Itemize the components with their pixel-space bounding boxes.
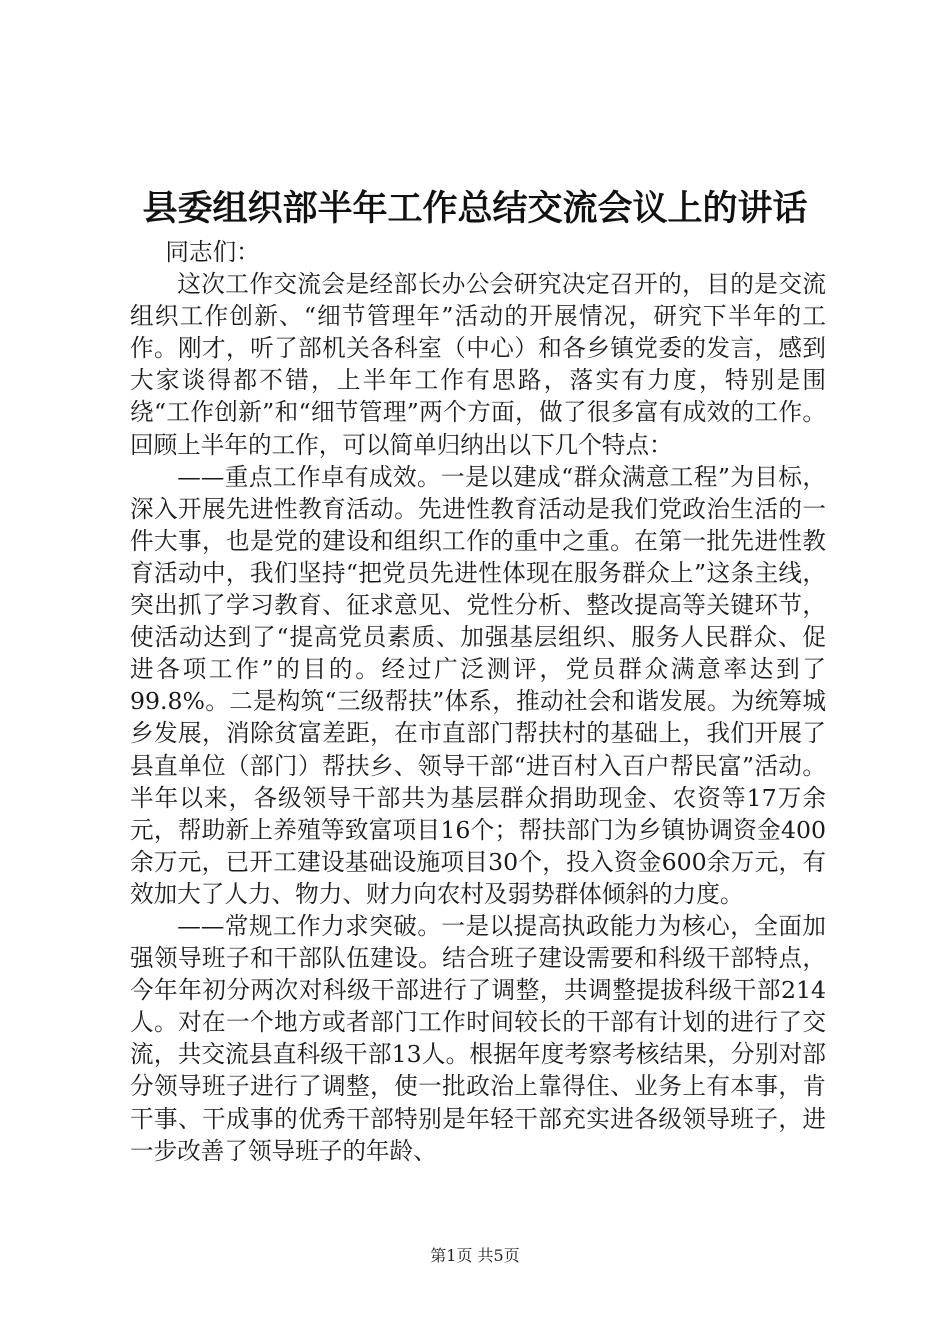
paragraph-routine-work: ——常规工作力求突破。一是以提高执政能力为核心，全面加强领导班子和干部队伍建设。结合班子建设需要和科级干部特点，今年年初分两次对科级干部进行了调整，共调整提拔科级干部214人。对在一个地方或者部门工作时间较长的干部有计划的进行了交流，共交流县直科级干部13人。根据年度考察考核结果，分别对部分领导班子进行了调整，使一批政治上靠得住、业务上有本事，肯干事、干成事的优秀干部特别是年轻干部充实进各级领导班子，进一步改善了领导班子的年龄、 (130, 911, 826, 1165)
document-body (130, 236, 826, 1167)
document-title: 县委组织部半年工作总结交流会议上的讲话 (142, 188, 808, 229)
paragraph-key-work: ——重点工作卓有成效。一是以建成“群众满意工程”为目标，深入开展先进性教育活动。先进性教育活动是我们党政治生活的一件大事，也是党的建设和组织工作的重中之重。在第一批先进性教育活动中，我们坚持“把党员先进性体现在服务群众上”这条主线，突出抓了学习教育、征求意见、党性分析、整改提高等关键环节，使活动达到了“提高党员素质、加强基层组织、服务人民群众、促进各项工作”的目的。经过广泛测评，党员群众满意率达到了99.8%。二是构筑“三级帮扶”体系，推动社会和谐发展。为统筹城乡发展，消除贫富差距，在市直部门帮扶村的基础上，我们开展了县直单位（部门）帮扶乡、领导干部“进百村入百户帮民富”活动。半年以来，各级领导干部共为基层群众捐助现金、农资等17万余元，帮助新上养殖等致富项目16个；帮扶部门为乡镇协调资金400余万元，已开工建设基础设施项目30个，投入资金600余万元，有效加大了人力、物力、财力向农村及弱势群体倾斜的力度。 (130, 462, 826, 908)
salutation: 同志们： (165, 238, 260, 266)
paragraph-intro: 这次工作交流会是经部长办公会研究决定召开的，目的是交流组织工作创新、“细节管理年”活动的开展情况，研究下半年的工作。刚才，听了部机关各科室（中心）和各乡镇党委的发言，感到大家谈得都不错，上半年工作有思路，落实有力度，特别是围绕“工作创新”和“细节管理”两个方面，做了很多富有成效的工作。回顾上半年的工作，可以简单归纳出以下几个特点： (130, 270, 826, 459)
page-number-footer: 第1页 共5页 (430, 1246, 520, 1265)
